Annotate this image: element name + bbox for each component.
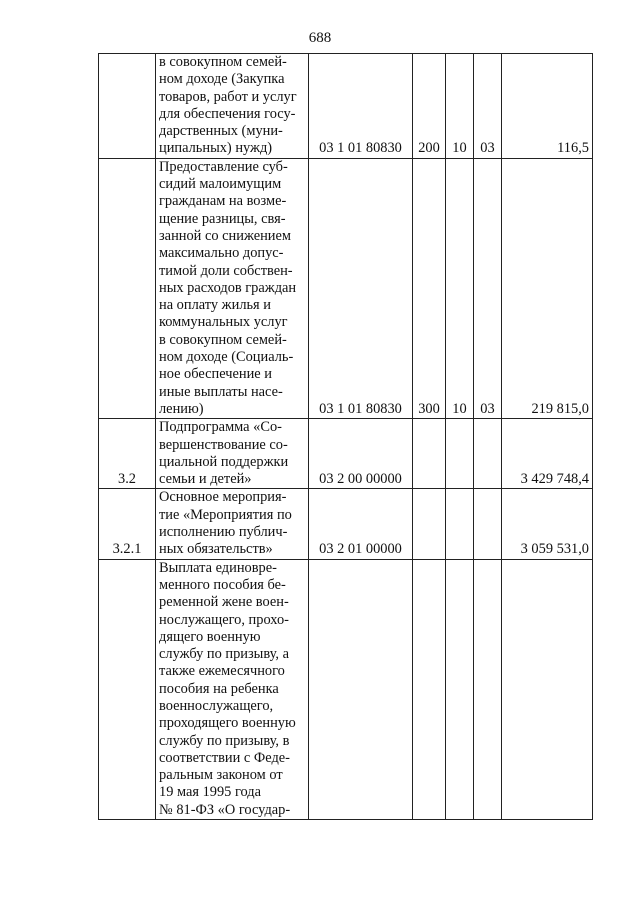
name-line: исполнению публич- bbox=[159, 524, 288, 541]
amount-cell: 3 429 748,4 bbox=[502, 419, 593, 489]
name-line: № 81-ФЗ «О государ- bbox=[159, 801, 291, 818]
row-number-cell: 3.2.1 bbox=[99, 489, 156, 559]
table-row bbox=[99, 559, 593, 819]
name-line: ципальных) нужд) bbox=[159, 140, 273, 157]
amount-cell: 116,5 bbox=[502, 54, 593, 159]
row-name-cell bbox=[156, 489, 309, 559]
name-line: Выплата единовре- bbox=[159, 559, 277, 576]
target-article-code-cell: 03 1 01 80830 bbox=[309, 54, 413, 159]
name-line: ном доходе (Социаль- bbox=[159, 349, 294, 366]
expense-type-cell bbox=[413, 559, 446, 819]
expense-type-cell: 300 bbox=[413, 158, 446, 418]
section-cell bbox=[446, 559, 474, 819]
table-body bbox=[99, 54, 593, 820]
target-article-code-cell: 03 2 01 00000 bbox=[309, 489, 413, 559]
name-line: службу по призыву, в bbox=[159, 732, 290, 749]
table-row bbox=[99, 54, 593, 159]
section-cell: 10 bbox=[446, 54, 474, 159]
name-line: Подпрограмма «Со- bbox=[159, 419, 282, 436]
expense-type-cell: 200 bbox=[413, 54, 446, 159]
name-line: ное обеспечение и bbox=[159, 366, 272, 383]
expense-type-cell bbox=[413, 419, 446, 489]
name-line: тие «Мероприятия по bbox=[159, 506, 292, 523]
row-name-cell bbox=[156, 419, 309, 489]
amount-cell bbox=[502, 559, 593, 819]
target-article-code-cell: 03 1 01 80830 bbox=[309, 158, 413, 418]
name-line: лению) bbox=[159, 400, 204, 417]
row-name-cell bbox=[156, 158, 309, 418]
name-line: менного пособия бе- bbox=[159, 576, 286, 593]
name-line: сидий малоимущим bbox=[159, 176, 282, 193]
name-line: проходящего военную bbox=[159, 715, 296, 732]
subsection-cell bbox=[474, 489, 502, 559]
subsection-cell bbox=[474, 419, 502, 489]
target-article-code-cell: 03 2 00 00000 bbox=[309, 419, 413, 489]
table-row bbox=[99, 419, 593, 489]
section-cell bbox=[446, 489, 474, 559]
section-cell: 10 bbox=[446, 158, 474, 418]
row-name-cell bbox=[156, 559, 309, 819]
section-cell bbox=[446, 419, 474, 489]
name-line: в совокупном семей- bbox=[159, 54, 287, 70]
name-line: ременной жене воен- bbox=[159, 594, 289, 611]
name-line: военнослужащего, bbox=[159, 697, 274, 714]
page-number: 688 bbox=[308, 30, 332, 46]
name-line: соответствии с Феде- bbox=[159, 749, 290, 766]
row-number-cell bbox=[99, 158, 156, 418]
amount-cell: 3 059 531,0 bbox=[502, 489, 593, 559]
name-line: ном доходе (Закупка bbox=[159, 71, 285, 88]
row-number-cell bbox=[99, 54, 156, 159]
row-number-cell bbox=[99, 559, 156, 819]
name-line: ных обязательств» bbox=[159, 541, 273, 558]
amount-cell: 219 815,0 bbox=[502, 158, 593, 418]
name-line: дарственных (муни- bbox=[159, 123, 283, 140]
name-line: циальной поддержки bbox=[159, 453, 289, 470]
name-line: пособия на ребенка bbox=[159, 680, 279, 697]
name-line: иные выплаты насе- bbox=[159, 383, 283, 400]
subsection-cell bbox=[474, 559, 502, 819]
name-line: на оплату жилья и bbox=[159, 297, 271, 314]
name-line: товаров, работ и услуг bbox=[159, 88, 297, 105]
name-line: вершенствование со- bbox=[159, 436, 288, 453]
name-line: нослужащего, прохо- bbox=[159, 611, 289, 628]
subsection-cell: 03 bbox=[474, 158, 502, 418]
name-line: Основное мероприя- bbox=[159, 489, 287, 506]
budget-table bbox=[98, 53, 593, 820]
row-name-cell bbox=[156, 54, 309, 159]
name-line: коммунальных услуг bbox=[159, 314, 288, 331]
name-line: дящего военную bbox=[159, 628, 261, 645]
name-line: для обеспечения госу- bbox=[159, 105, 296, 122]
name-line: ральным законом от bbox=[159, 767, 283, 784]
name-line: Предоставление суб- bbox=[159, 158, 288, 175]
target-article-code-cell bbox=[309, 559, 413, 819]
name-line: семьи и детей» bbox=[159, 471, 252, 488]
name-line: максимально допус- bbox=[159, 245, 284, 262]
table-row bbox=[99, 158, 593, 418]
name-line: ных расходов граждан bbox=[159, 279, 297, 296]
table-row bbox=[99, 489, 593, 559]
name-line: также ежемесячного bbox=[159, 663, 285, 680]
name-line: 19 мая 1995 года bbox=[159, 784, 262, 801]
name-line: гражданам на возме- bbox=[159, 193, 287, 210]
name-line: занной со снижением bbox=[159, 227, 291, 244]
name-line: в совокупном семей- bbox=[159, 331, 287, 348]
name-line: службу по призыву, а bbox=[159, 646, 289, 663]
subsection-cell: 03 bbox=[474, 54, 502, 159]
name-line: тимой доли собствен- bbox=[159, 262, 293, 279]
name-line: щение разницы, свя- bbox=[159, 210, 286, 227]
row-number-cell: 3.2 bbox=[99, 419, 156, 489]
expense-type-cell bbox=[413, 489, 446, 559]
